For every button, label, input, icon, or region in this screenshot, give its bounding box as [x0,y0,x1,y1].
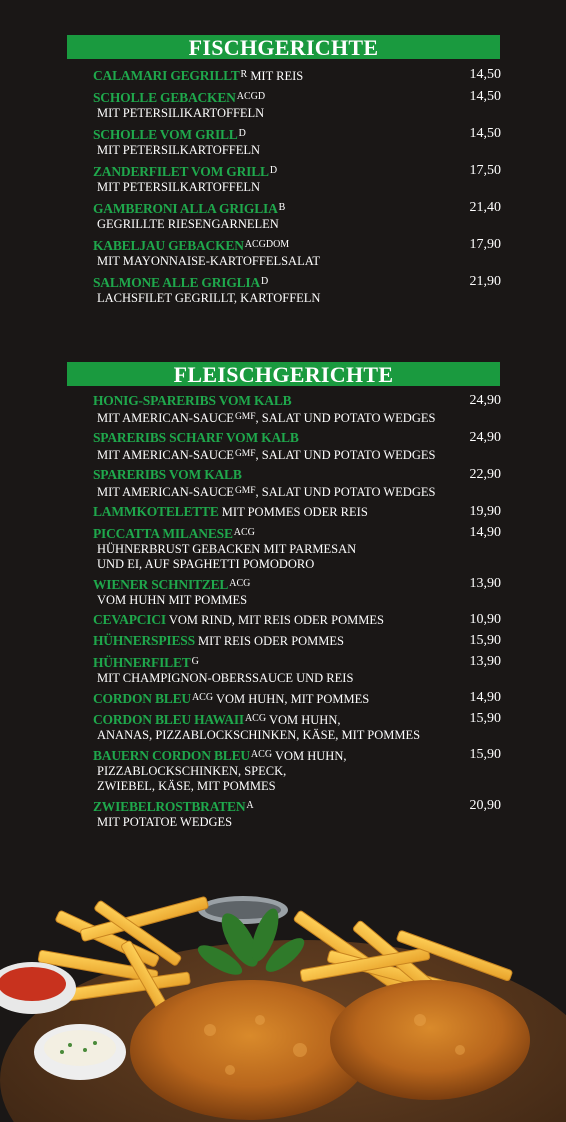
allergen-code: ACG [244,713,267,724]
item-description: ANANAS, PIZZABLOCKSCHINKEN, KÄSE, MIT POMMES [97,728,421,742]
item-name: SALMONE ALLE GRIGLIA [93,275,261,290]
section-title-fleisch: FLEISCHGERICHTE [67,362,500,386]
item-description: LACHSFILET GEGRILLT, KARTOFFELN [97,291,321,305]
item-title-line [93,524,501,542]
list-item [93,125,501,158]
item-price: 21,40 [469,200,501,215]
item-price: 14,90 [469,690,501,705]
list-item [93,710,501,743]
item-title-line [93,88,501,106]
item-name: SPARERIBS VOM KALB [93,467,242,482]
item-description: MIT POTATOE WEDGES [97,815,233,829]
description-text: , SALAT UND POTATO WEDGES [255,485,436,499]
list-item [93,653,501,686]
item-name: CORDON BLEU [93,691,191,706]
item-title-line [93,66,501,84]
schnitzel-fries-photo-icon [0,880,566,1122]
item-name: PICCATTA MILANESE [93,526,233,541]
item-title-line [93,162,501,180]
list-item [93,392,501,426]
item-title-line [93,575,501,593]
item-name: CALAMARI GEGRILLT [93,68,240,83]
allergen-code: ACG [229,578,251,589]
allergen-code: ACGD [236,91,266,102]
list-item [93,575,501,608]
item-description: MIT PETERSILKARTOFFELN [97,180,261,194]
allergen-code: B [278,202,286,213]
allergen-code: D [261,276,269,287]
list-item [93,66,501,84]
item-price: 15,90 [469,633,501,648]
item-title-line [93,746,501,764]
item-title-line [93,689,501,707]
item-name: LAMMKOTELETTE [93,504,219,519]
list-item [93,88,501,121]
item-description [93,447,501,463]
allergen-code: D [238,128,246,139]
item-price: 19,90 [469,504,501,519]
item-extra: MIT REIS ODER POMMES [194,634,344,648]
item-title-line [93,199,501,217]
allergen-code: A [246,800,254,811]
fleisch-list [93,392,501,830]
item-price: 14,50 [469,67,501,82]
item-description: MIT PETERSILIKARTOFFELN [97,106,265,120]
list-item [93,429,501,463]
item-description: VOM HUHN MIT POMMES [97,593,248,607]
item-price: 24,90 [469,393,501,408]
allergen-code: GMF [234,449,256,459]
item-price: 10,90 [469,612,501,627]
item-title-line [93,611,501,629]
item-description: MIT MAYONNAISE-KARTOFFELSALAT [97,254,320,268]
fisch-list [93,66,501,306]
description-text: MIT AMERICAN-SAUCE [97,411,234,425]
item-description: HÜHNERBRUST GEBACKEN MIT PARMESAN [97,542,357,556]
item-price: 20,90 [469,798,501,813]
item-price: 21,90 [469,274,501,289]
item-name: BAUERN CORDON BLEU [93,748,250,763]
item-description: MIT CHAMPIGNON-OBERSSAUCE UND REIS [97,671,354,685]
item-price: 14,50 [469,126,501,141]
section-title-fisch: FISCHGERICHTE [67,35,500,59]
item-name: ZWIEBELROSTBRATEN [93,799,246,814]
item-name: HÜHNERFILET [93,655,191,670]
item-title-line [93,125,501,143]
item-price: 13,90 [469,654,501,669]
item-name: SCHOLLE VOM GRILL [93,127,238,142]
list-item [93,689,501,707]
item-description [93,410,501,426]
list-item [93,611,501,629]
item-title-line [93,797,501,815]
item-price: 15,90 [469,747,501,762]
description-text: , SALAT UND POTATO WEDGES [255,448,436,462]
item-price: 17,50 [469,163,501,178]
item-price: 14,50 [469,89,501,104]
item-price: 24,90 [469,430,501,445]
item-description: MIT PETERSILKARTOFFELN [97,143,261,157]
item-name: KABELJAU GEBACKEN [93,238,244,253]
item-price: 13,90 [469,576,501,591]
item-price: 15,90 [469,711,501,726]
item-extra: MIT POMMES ODER REIS [218,505,368,519]
allergen-code: ACG [233,527,255,538]
allergen-code: R [240,69,248,80]
item-name: HÜHNERSPIESS [93,633,195,648]
item-title-line [93,503,501,521]
description-text: MIT AMERICAN-SAUCE [97,485,234,499]
allergen-code: GMF [234,412,256,422]
list-item [93,632,501,650]
list-item [93,466,501,500]
item-title-line [93,392,501,410]
item-title-line [93,273,501,291]
item-price: 17,90 [469,237,501,252]
item-name: CORDON BLEU HAWAII [93,712,244,727]
item-description: UND EI, AUF SPAGHETTI POMODORO [97,557,315,571]
item-name: HONIG-SPARERIBS VOM KALB [93,393,292,408]
list-item [93,503,501,521]
list-item [93,236,501,269]
item-description: GEGRILLTE RIESENGARNELEN [97,217,279,231]
list-item [93,273,501,306]
item-name: CEVAPCICI [93,612,166,627]
allergen-code: ACG [250,749,273,760]
item-name: SCHOLLE GEBACKEN [93,90,236,105]
item-name: SPARERIBS SCHARF VOM KALB [93,430,299,445]
item-description: ZWIEBEL, KÄSE, MIT POMMES [97,779,276,793]
item-title-line [93,710,501,728]
item-title-line [93,466,501,484]
item-extra: MIT REIS [247,69,304,83]
item-extra: VOM HUHN, [272,749,347,763]
item-name: GAMBERONI ALLA GRIGLIA [93,201,278,216]
description-text: , SALAT UND POTATO WEDGES [255,411,436,425]
item-name: ZANDERFILET VOM GRILL [93,164,269,179]
allergen-code: ACG [191,692,214,703]
item-price: 14,90 [469,525,501,540]
item-title-line [93,632,501,650]
list-item [93,797,501,830]
allergen-code: GMF [234,486,256,496]
item-name: WIENER SCHNITZEL [93,577,229,592]
allergen-code: D [269,165,278,176]
allergen-code: ACGDOM [244,239,290,250]
item-title-line [93,429,501,447]
item-extra: VOM HUHN, MIT POMMES [213,692,370,706]
item-extra: VOM RIND, MIT REIS ODER POMMES [165,613,384,627]
item-extra: VOM HUHN, [266,713,341,727]
description-text: MIT AMERICAN-SAUCE [97,448,234,462]
allergen-code: G [191,656,199,667]
list-item [93,162,501,195]
list-item [93,746,501,794]
item-title-line [93,236,501,254]
item-price: 22,90 [469,467,501,482]
item-description: PIZZABLOCKSCHINKEN, SPECK, [97,764,287,778]
list-item [93,524,501,572]
item-description [93,484,501,500]
list-item [93,199,501,232]
item-title-line [93,653,501,671]
